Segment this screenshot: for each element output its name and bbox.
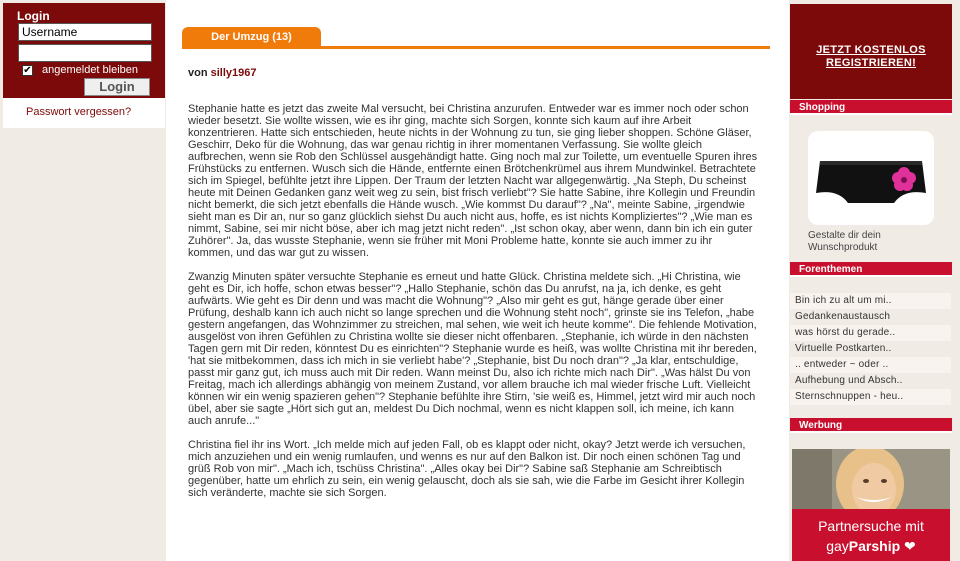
right-sidebar <box>790 0 960 561</box>
left-sidebar <box>0 0 165 561</box>
shorts-icon <box>808 131 934 225</box>
ad-line1: Partnersuche mit <box>818 518 924 534</box>
advertisement[interactable] <box>792 449 950 561</box>
login-panel <box>3 3 165 98</box>
forgot-password-link[interactable]: Passwort vergessen? <box>26 106 132 118</box>
password-field[interactable] <box>18 44 152 62</box>
register-button[interactable] <box>790 4 952 99</box>
story-text <box>188 103 760 511</box>
shop-caption[interactable]: Gestalte dir dein Wunschprodukt <box>808 230 881 253</box>
tab-story-title[interactable]: Der Umzug (13) <box>182 27 321 47</box>
forum-header: Forenthemen <box>790 262 952 277</box>
ad-header: Werbung <box>790 418 952 433</box>
shopping-header: Shopping <box>790 100 952 115</box>
ad-brand-name: Parship <box>848 538 901 554</box>
login-button[interactable]: Login <box>84 78 150 96</box>
story-paragraph: Zwanzig Minuten später versuchte Stephanie es erneut und hatte Glück. Christina meldete sich. „Hi Christina, wie geht es Dir, ich hoffe, schon etwas besser"? „Hallo Stephanie, schön das Du anrufst, na ja, ich denke, es geht aufwärts. Wie geht es Dir denn und was macht die Wohnung"? „Also mir geht es gut, hänge gerade über einer Prüfung, deshalb kann ich auch nicht so lange sprechen und die Wohnung steht noch", grinste sie ins Telefon, „habe gestern angefangen, das Wohnzimmer zu streichen, mal sehen, wie weit ich heute komme". Die fehlende Motivation, ausgelöst von ihren Gefühlen zu Christina wollte sie dieser nicht offenbaren. „Stephanie, ich würde in den nächsten Tagen gern mit Dir reden, könntest Du es einrichten"? Stephanie wurde es heiß, was wollte Christina mit ihr bereden, 'hat sie mitbekommen, dass ich mich in sie verliebt habe'? „Stephanie, bist Du noch dran"? „Ja klar, entschuldige, passt mir ganz gut, ich muss auch mit Dir reden. Wann meinst Du, also ich richte mich nach Dir". „Was hälst Du von Freitag, mach ich allerdings abhängig von meinem Zustand, vor allem brauche ich mal wieder frische Luft. Vielleicht können wir ein wenig spazieren gehen"? Stephanie befühlte ihre Stirn, 'sie weiß es, Himmel, jetzt wird mir auch noch übel, aber sie sagte „Hört sich gut an, meldest Du Dich nochmal, wenn es nicht klappen soll, ich meine, ich kann auch anrufe..." <box>188 271 757 427</box>
tab-underline <box>182 46 770 49</box>
forum-topic[interactable]: was hörst du gerade.. <box>790 325 951 341</box>
remember-label: angemeldet bleiben <box>42 64 139 76</box>
forum-topic[interactable]: Gedankenaustausch <box>790 309 951 325</box>
author-line <box>188 67 257 79</box>
author-name[interactable]: silly1967 <box>210 67 257 79</box>
login-title: Login <box>17 9 50 23</box>
shopping-box[interactable] <box>790 117 952 260</box>
forum-topic[interactable]: .. entweder ~ oder .. <box>790 357 951 373</box>
heart-icon: ❤ <box>904 538 916 554</box>
username-field[interactable]: Username <box>18 23 152 41</box>
product-image[interactable] <box>808 131 934 225</box>
smiling-person-image <box>792 449 950 509</box>
story-paragraph: Christina fiel ihr ins Wort. „Ich melde mich auf jeden Fall, ob es klappt oder nicht, okay? Jetzt werde ich versuchen, mich anzuziehen und ein wenig rumlaufen, und wenns es nur auf den Balkon ist. Dir noch einen schönen Tag und grüß Rob von mir". „Mach ich, tschüss Christina". „Alles okay bei Dir"? Sabine saß Stephanie am Schreibtisch gegenüber, hatte um ehrlich zu sein, ein wenig gelauscht, doch als sie sah, wie die Farbe im Gesicht ihrer Kollegin sich veränderte, machte sie sich Sorgen. <box>188 439 746 499</box>
forum-topic[interactable]: Virtuelle Postkarten.. <box>790 341 951 357</box>
ad-photo <box>792 449 950 509</box>
forum-topic[interactable]: Bin ich zu alt um mi.. <box>790 293 951 309</box>
forum-topic[interactable]: Sternschnuppen - heu.. <box>790 389 951 405</box>
register-line2: REGISTRIEREN! <box>825 57 917 69</box>
author-prefix: von <box>188 67 211 79</box>
register-line1: JETZT KOSTENLOS <box>816 44 926 56</box>
main-content <box>166 0 789 561</box>
ad-banner[interactable] <box>792 509 950 561</box>
remember-checkbox[interactable]: ✔ <box>23 65 32 76</box>
ad-brand-prefix: gay <box>826 538 849 554</box>
ad-brand <box>792 538 950 555</box>
forum-topic[interactable]: Aufhebung und Absch.. <box>790 373 951 389</box>
story-paragraph: Stephanie hatte es jetzt das zweite Mal versucht, bei Christina anzurufen. Entweder war es immer noch oder schon wieder besetzt. Sie wollte wissen, wie es ihr ging, machte sich Sorgen, konnte sich kaum auf ihre Arbeit konzentrieren. Hatte sich entschieden, heute nichts in der Wohnung zu tun, sie ging lieber shoppen. Schöne Gläser, Geschirr, Deko für die Wohnung, das war genau richtig in ihrer momentanen Verfassung. Sie wollte gleich aufbrechen, wenn sie Rob den Schlüssel ausgehändigt hatte. Ging noch mal zur Toilette, um eventuelle Spuren ihres Frühstücks zu entfernen. Wusch sich die Hände, entfernte einen Brötchenkrümel aus ihrem Mundwinkel. Betrachtete sich im Spiegel, befühlte jetzt ihre Lippen. Der Traum der letzten Nacht war allgegenwärtig. „Na Steph, Du scheinst heute mit Deinen Gedanken ganz weit weg zu sein, bist frisch verliebt"? Sie hatte Sabine, ihre Kollegin und Freundin nicht bemerkt, die sich jetzt ebenfalls die Hände wusch. „Wie kommst Du darauf"? „Na", meinte Sabine, „irgendwie sieht man es Dir an, nur so ganz glücklich siehst Du auch nicht aus, hoffe, es ist nichts Kompliziertes"? „Wie man es nimmt, Sabine, sei mir nicht böse, aber ich mag jetzt nicht reden". „Ist schon okay, aber wenn, dann bin ich ein guter Zuhörer". Ja, das wusste Stephanie, wenn sie früher mit Moni Probleme hatte, konnte sie auch immer zu ihr kommen, und das war gut zu wissen. <box>188 103 758 259</box>
